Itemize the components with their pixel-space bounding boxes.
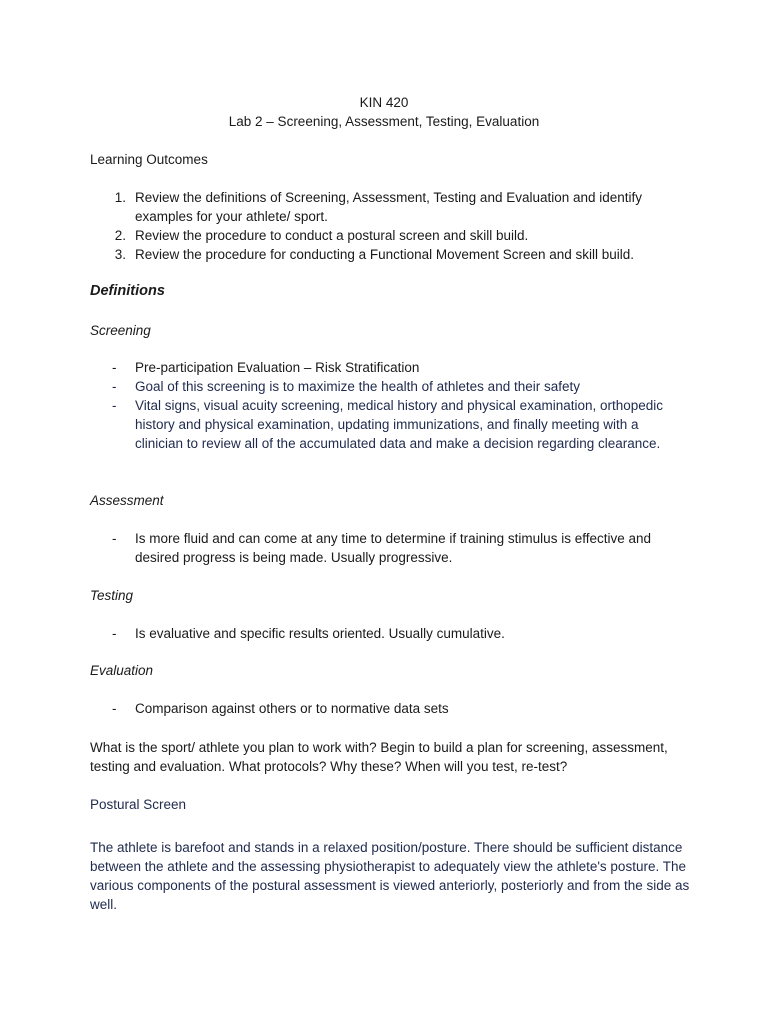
bullet-text: Goal of this screening is to maximize the health of athletes and their safety [135,379,580,394]
bullet-text: Is evaluative and specific results oriented. Usually cumulative. [135,626,505,641]
outcome-text: Review the procedure for conducting a Functional Movement Screen and skill build. [135,247,635,262]
course-code: KIN 420 [359,95,409,110]
outcome-text: Review the definitions of Screening, Assessment, Testing and Evaluation and identify examples for your athlete/ sport. [135,190,643,224]
postural-screen-paragraph: The athlete is barefoot and stands in a relaxed position/posture. There should be sufficient distance between the athlete and the assessing physiotherapist to adequately view the athlete's posture. The various components of the postural assessment is viewed anteriorly, posteriorly and from the side as well. [90,840,690,912]
question-paragraph: What is the sport/ athlete you plan to work with? Begin to build a plan for screening, assessment, testing and evaluation. What protocols? Why these? When will you test, re-test? [90,740,668,774]
bullet-dash: - [112,379,117,394]
bullet-dash: - [112,360,117,375]
bullet-dash: - [112,398,117,413]
bullet-dash: - [112,701,117,716]
lab-title: Lab 2 – Screening, Assessment, Testing, Evaluation [228,114,540,129]
outcome-number: 1. [114,190,126,205]
bullet-text: Is more fluid and can come at any time to determine if training stimulus is effective and desired progress is being made. Usually progressive. [135,531,651,565]
outcome-text: Review the procedure to conduct a postural screen and skill build. [135,228,529,243]
screening-heading: Screening [90,323,151,338]
postural-screen-heading: Postural Screen [90,797,187,812]
bullet-dash: - [112,531,117,546]
bullet-text: Vital signs, visual acuity screening, medical history and physical examination, orthopedic history and physical examination, updating immunizations, and finally meeting with a clinician to review all of the accumulated data and make a decision regarding clearance. [135,398,664,451]
bullet-dash: - [112,626,117,641]
bullet-text: Comparison against others or to normative data sets [135,701,449,716]
outcome-number: 2. [114,228,126,243]
definitions-heading: Definitions [90,283,165,299]
assessment-heading: Assessment [90,493,164,508]
testing-heading: Testing [90,588,134,603]
evaluation-heading: Evaluation [90,663,154,678]
bullet-text: Pre-participation Evaluation – Risk Stratification [135,360,420,375]
learning-outcomes-heading: Learning Outcomes [90,152,208,167]
outcome-number: 3. [114,247,126,262]
